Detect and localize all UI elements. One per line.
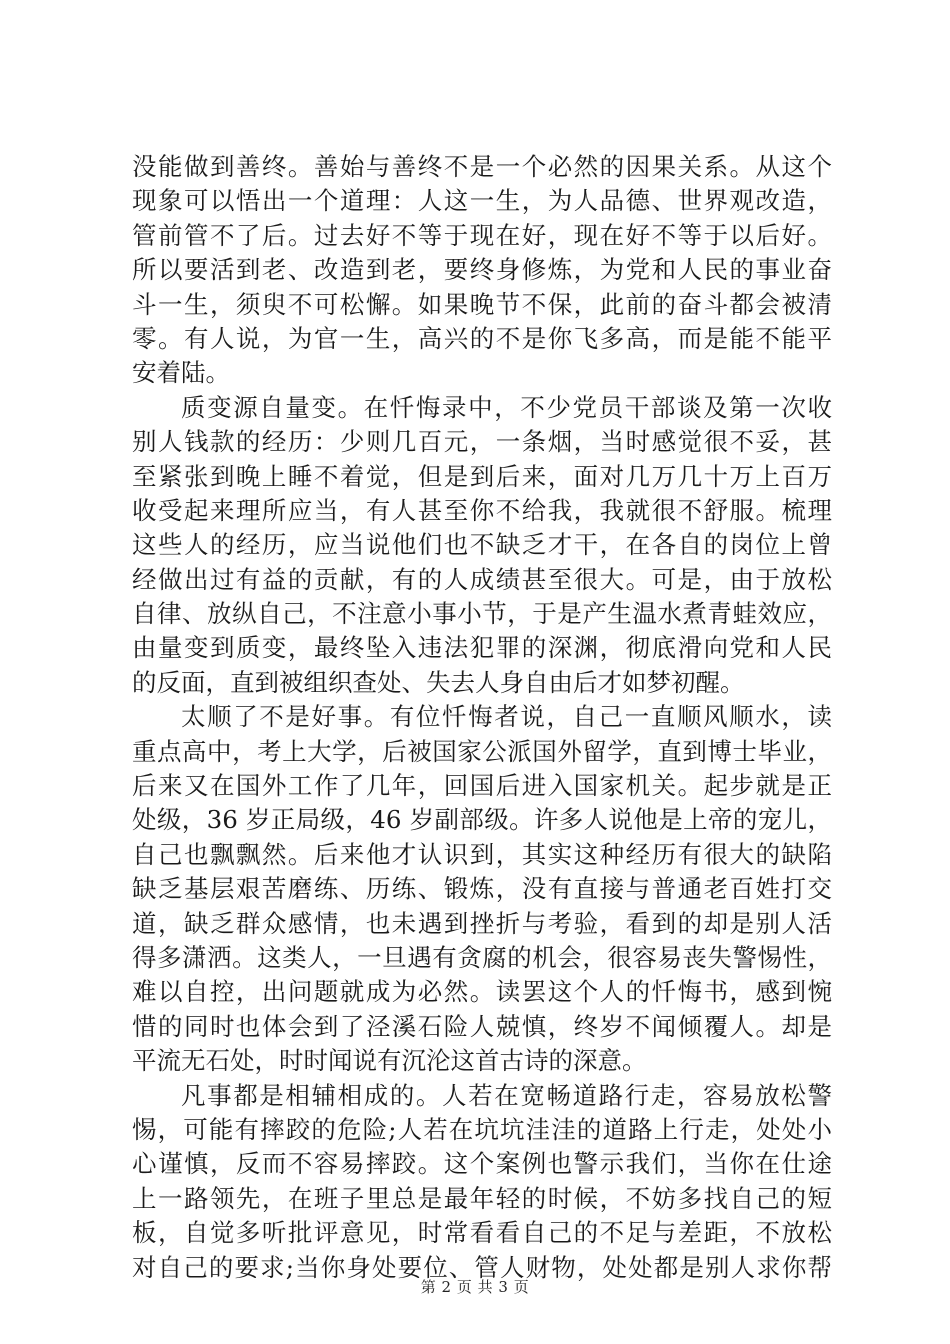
paragraph (132, 150, 832, 391)
text-line: 别人钱款的经历：少则几百元，一条烟，当时感觉很不妥，甚 (132, 427, 832, 457)
text-line: 惜的同时也体会到了泾溪石险人兢慎，终岁不闻倾覆人。却是 (132, 1011, 832, 1041)
text-line: 现象可以悟出一个道理：人这一生，为人品德、世界观改造， (132, 186, 832, 216)
text-line: 收受起来理所应当，有人甚至你不给我，我就很不舒服。梳理 (132, 495, 832, 525)
text-line: 难以自控，出问题就成为必然。读罢这个人的忏悔书，感到惋 (132, 977, 832, 1007)
paragraph (132, 700, 832, 1078)
text-line: 质变源自量变。在忏悔录中，不少党员干部谈及第一次收 (181, 392, 832, 422)
text-line: 的反面，直到被组织查处、失去人身自由后才如梦初醒。 (132, 667, 745, 697)
text-line: 斗一生，须臾不可松懈。如果晚节不保，此前的奋斗都会被清 (132, 289, 832, 319)
text-line: 管前管不了后。过去好不等于现在好，现在好不等于以后好。 (132, 220, 832, 250)
text-line: 所以要活到老、改造到老，要终身修炼，为党和人民的事业奋 (132, 255, 832, 285)
text-line: 处级，36 岁正局级，46 岁副部级。许多人说他是上帝的宠儿， (132, 805, 832, 835)
text-line: 没能做到善终。善始与善终不是一个必然的因果关系。从这个 (132, 152, 832, 181)
text-line: 得多潇洒。这类人，一旦遇有贪腐的机会，很容易丧失警惕性， (132, 942, 832, 972)
text-line: 这些人的经历，应当说他们也不缺乏才干，在各自的岗位上曾 (132, 530, 832, 560)
text-line: 经做出过有益的贡献，有的人成绩甚至很大。可是，由于放松 (132, 564, 832, 594)
paragraph (132, 1079, 832, 1285)
text-line: 由量变到质变，最终坠入违法犯罪的深渊，彻底滑向党和人民 (132, 633, 832, 663)
text-line: 上一路领先，在班子里总是最年轻的时候，不妨多找自己的短 (132, 1183, 832, 1213)
text-line: 至紧张到晚上睡不着觉，但是到后来，面对几万几十万上百万 (132, 461, 832, 491)
text-line: 太顺了不是好事。有位忏悔者说，自己一直顺风顺水，读 (181, 702, 832, 732)
text-line: 零。有人说，为官一生，高兴的不是你飞多高，而是能不能平 (132, 323, 832, 353)
text-line: 道，缺乏群众感情，也未遇到挫折与考验，看到的却是别人活 (132, 908, 832, 938)
text-line: 板，自觉多听批评意见，时常看看自己的不足与差距，不放松 (132, 1218, 832, 1248)
text-line: 惕，可能有摔跤的危险;人若在坑坑洼洼的道路上行走，处处小 (132, 1114, 832, 1144)
text-line: 凡事都是相辅相成的。人若在宽畅道路行走，容易放松警 (181, 1080, 832, 1110)
text-line: 后来又在国外工作了几年，回国后进入国家机关。起步就是正 (132, 771, 832, 801)
document-body (132, 150, 832, 1285)
text-line: 重点高中，考上大学，后被国家公派国外留学，直到博士毕业， (132, 736, 832, 766)
page-footer: 第 2 页 共 3 页 (420, 1278, 530, 1296)
text-line: 平流无石处，时时闻说有沉沦这首古诗的深意。 (132, 1046, 647, 1076)
text-line: 心谨慎，反而不容易摔跤。这个案例也警示我们，当你在仕途 (132, 1149, 832, 1179)
text-line: 自律、放纵自己，不注意小事小节，于是产生温水煮青蛙效应， (132, 599, 832, 629)
paragraph (132, 391, 832, 701)
text-line: 安着陆。 (132, 358, 230, 388)
text-line: 缺乏基层艰苦磨练、历练、锻炼，没有直接与普通老百姓打交 (132, 874, 832, 904)
text-line: 自己也飘飘然。后来他才认识到，其实这种经历有很大的缺陷 (132, 839, 832, 869)
text-line: 对自己的要求;当你身处要位、管人财物，处处都是别人求你帮 (132, 1252, 832, 1282)
